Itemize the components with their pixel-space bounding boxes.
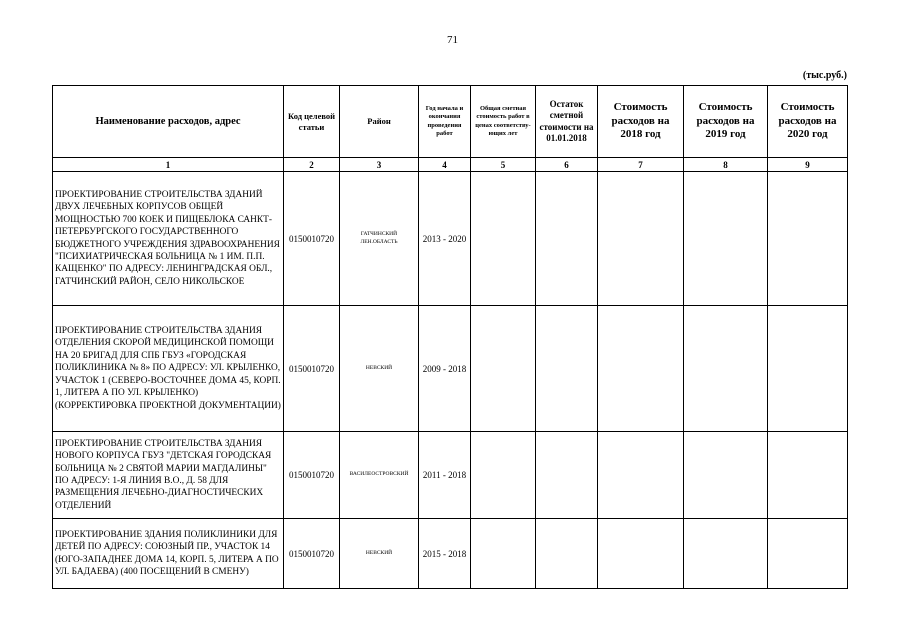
row-district: ГАТЧИНСКИЙ ЛЕН.ОБЛАСТЬ [340,172,419,306]
budget-table [52,85,848,589]
column-number: 4 [419,158,471,172]
table-row [53,172,848,306]
row-name: ПРОЕКТИРОВАНИЕ СТРОИТЕЛЬСТВА ЗДАНИЯ ОТДЕЛЕНИЯ СКОРОЙ МЕДИЦИНСКОЙ ПОМОЩИ НА 20 БРИГАД ДЛЯ СПБ ГБУЗ «ГОРОДСКАЯ ПОЛИКЛИНИКА № 8» ПО АДРЕСУ: УЛ. КРЫЛЕНКО, УЧАСТОК 1 (СЕВЕРО-ВОСТОЧНЕЕ ДОМА 45, КОРП. 1, ЛИТЕРА А ПО УЛ. КРЫЛЕНКО) (КОРРЕКТИРОВКА ПРОЕКТНОЙ ДОКУМЕНТАЦИИ) [53,306,284,432]
row-district: НЕВСКИЙ [340,519,419,589]
row-code: 0150010720 [284,306,340,432]
column-number: 1 [53,158,284,172]
column-number: 2 [284,158,340,172]
page-number: 71 [447,34,458,46]
row-cost-2018 [598,172,684,306]
row-remaining-cost [536,306,598,432]
table-row [53,432,848,519]
header-remaining-cost: Остаток сметной стоимости на 01.01.2018 [536,86,598,158]
column-number: 5 [471,158,536,172]
row-cost-2019 [684,172,768,306]
header-cost-2018: Стоимость расходов на 2018 год [598,86,684,158]
header-row [53,86,848,158]
row-code: 0150010720 [284,172,340,306]
row-cost-2020 [768,432,848,519]
header-code: Код целевой статьи [284,86,340,158]
header-total-cost: Общая сметная стоимость работ в ценах соответству-ющих лет [471,86,536,158]
header-years: Год начала и окончания проведения работ [419,86,471,158]
units-note: (тыс.руб.) [802,70,847,81]
row-remaining-cost [536,432,598,519]
row-cost-2019 [684,432,768,519]
row-years: 2009 - 2018 [419,306,471,432]
column-number: 9 [768,158,848,172]
row-total-cost [471,172,536,306]
row-name: ПРОЕКТИРОВАНИЕ ЗДАНИЯ ПОЛИКЛИНИКИ ДЛЯ ДЕТЕЙ ПО АДРЕСУ: СОЮЗНЫЙ ПР., УЧАСТОК 14 (ЮГО-ЗАПАДНЕЕ ДОМА 14, КОРП. 5, ЛИТЕРА А ПО УЛ. БАДАЕВА) (400 ПОСЕЩЕНИЙ В СМЕНУ) [53,519,284,589]
row-code: 0150010720 [284,519,340,589]
column-number: 3 [340,158,419,172]
row-name: ПРОЕКТИРОВАНИЕ СТРОИТЕЛЬСТВА ЗДАНИЯ НОВОГО КОРПУСА ГБУЗ "ДЕТСКАЯ ГОРОДСКАЯ БОЛЬНИЦА № 2 СВЯТОЙ МАРИИ МАГДАЛИНЫ" ПО АДРЕСУ: 1-Я ЛИНИЯ В.О., Д. 58 ДЛЯ РАЗМЕЩЕНИЯ ЛЕЧЕБНО-ДИАГНОСТИЧЕСКИХ ОТДЕЛЕНИЙ [53,432,284,519]
row-cost-2018 [598,432,684,519]
row-district: ВАСИЛЕОСТРОВСКИЙ [340,432,419,519]
row-cost-2019 [684,519,768,589]
row-remaining-cost [536,519,598,589]
row-years: 2015 - 2018 [419,519,471,589]
column-number-row [53,158,848,172]
row-remaining-cost [536,172,598,306]
row-cost-2018 [598,519,684,589]
column-number: 8 [684,158,768,172]
table-row [53,519,848,589]
row-total-cost [471,306,536,432]
header-name: Наименование расходов, адрес [53,86,284,158]
table-row [53,306,848,432]
column-number: 6 [536,158,598,172]
column-number: 7 [598,158,684,172]
row-name: ПРОЕКТИРОВАНИЕ СТРОИТЕЛЬСТВА ЗДАНИЙ ДВУХ ЛЕЧЕБНЫХ КОРПУСОВ ОБЩЕЙ МОЩНОСТЬЮ 700 КОЕК И ПИЩЕБЛОКА САНКТ-ПЕТЕРБУРГСКОГО ГОСУДАРСТВЕННОГО БЮДЖЕТНОГО УЧРЕЖДЕНИЯ ЗДРАВООХРАНЕНИЯ "ПСИХИАТРИЧЕСКАЯ БОЛЬНИЦА № 1 ИМ. П.П. КАЩЕНКО" ПО АДРЕСУ: ЛЕНИНГРАДСКАЯ ОБЛ., ГАТЧИНСКИЙ РАЙОН, СЕЛО НИКОЛЬСКОЕ [53,172,284,306]
row-cost-2018 [598,306,684,432]
header-cost-2020: Стоимость расходов на 2020 год [768,86,848,158]
row-cost-2019 [684,306,768,432]
row-years: 2011 - 2018 [419,432,471,519]
row-total-cost [471,432,536,519]
row-cost-2020 [768,306,848,432]
row-years: 2013 - 2020 [419,172,471,306]
row-total-cost [471,519,536,589]
row-district: НЕВСКИЙ [340,306,419,432]
row-code: 0150010720 [284,432,340,519]
row-cost-2020 [768,519,848,589]
row-cost-2020 [768,172,848,306]
header-cost-2019: Стоимость расходов на 2019 год [684,86,768,158]
header-district: Район [340,86,419,158]
